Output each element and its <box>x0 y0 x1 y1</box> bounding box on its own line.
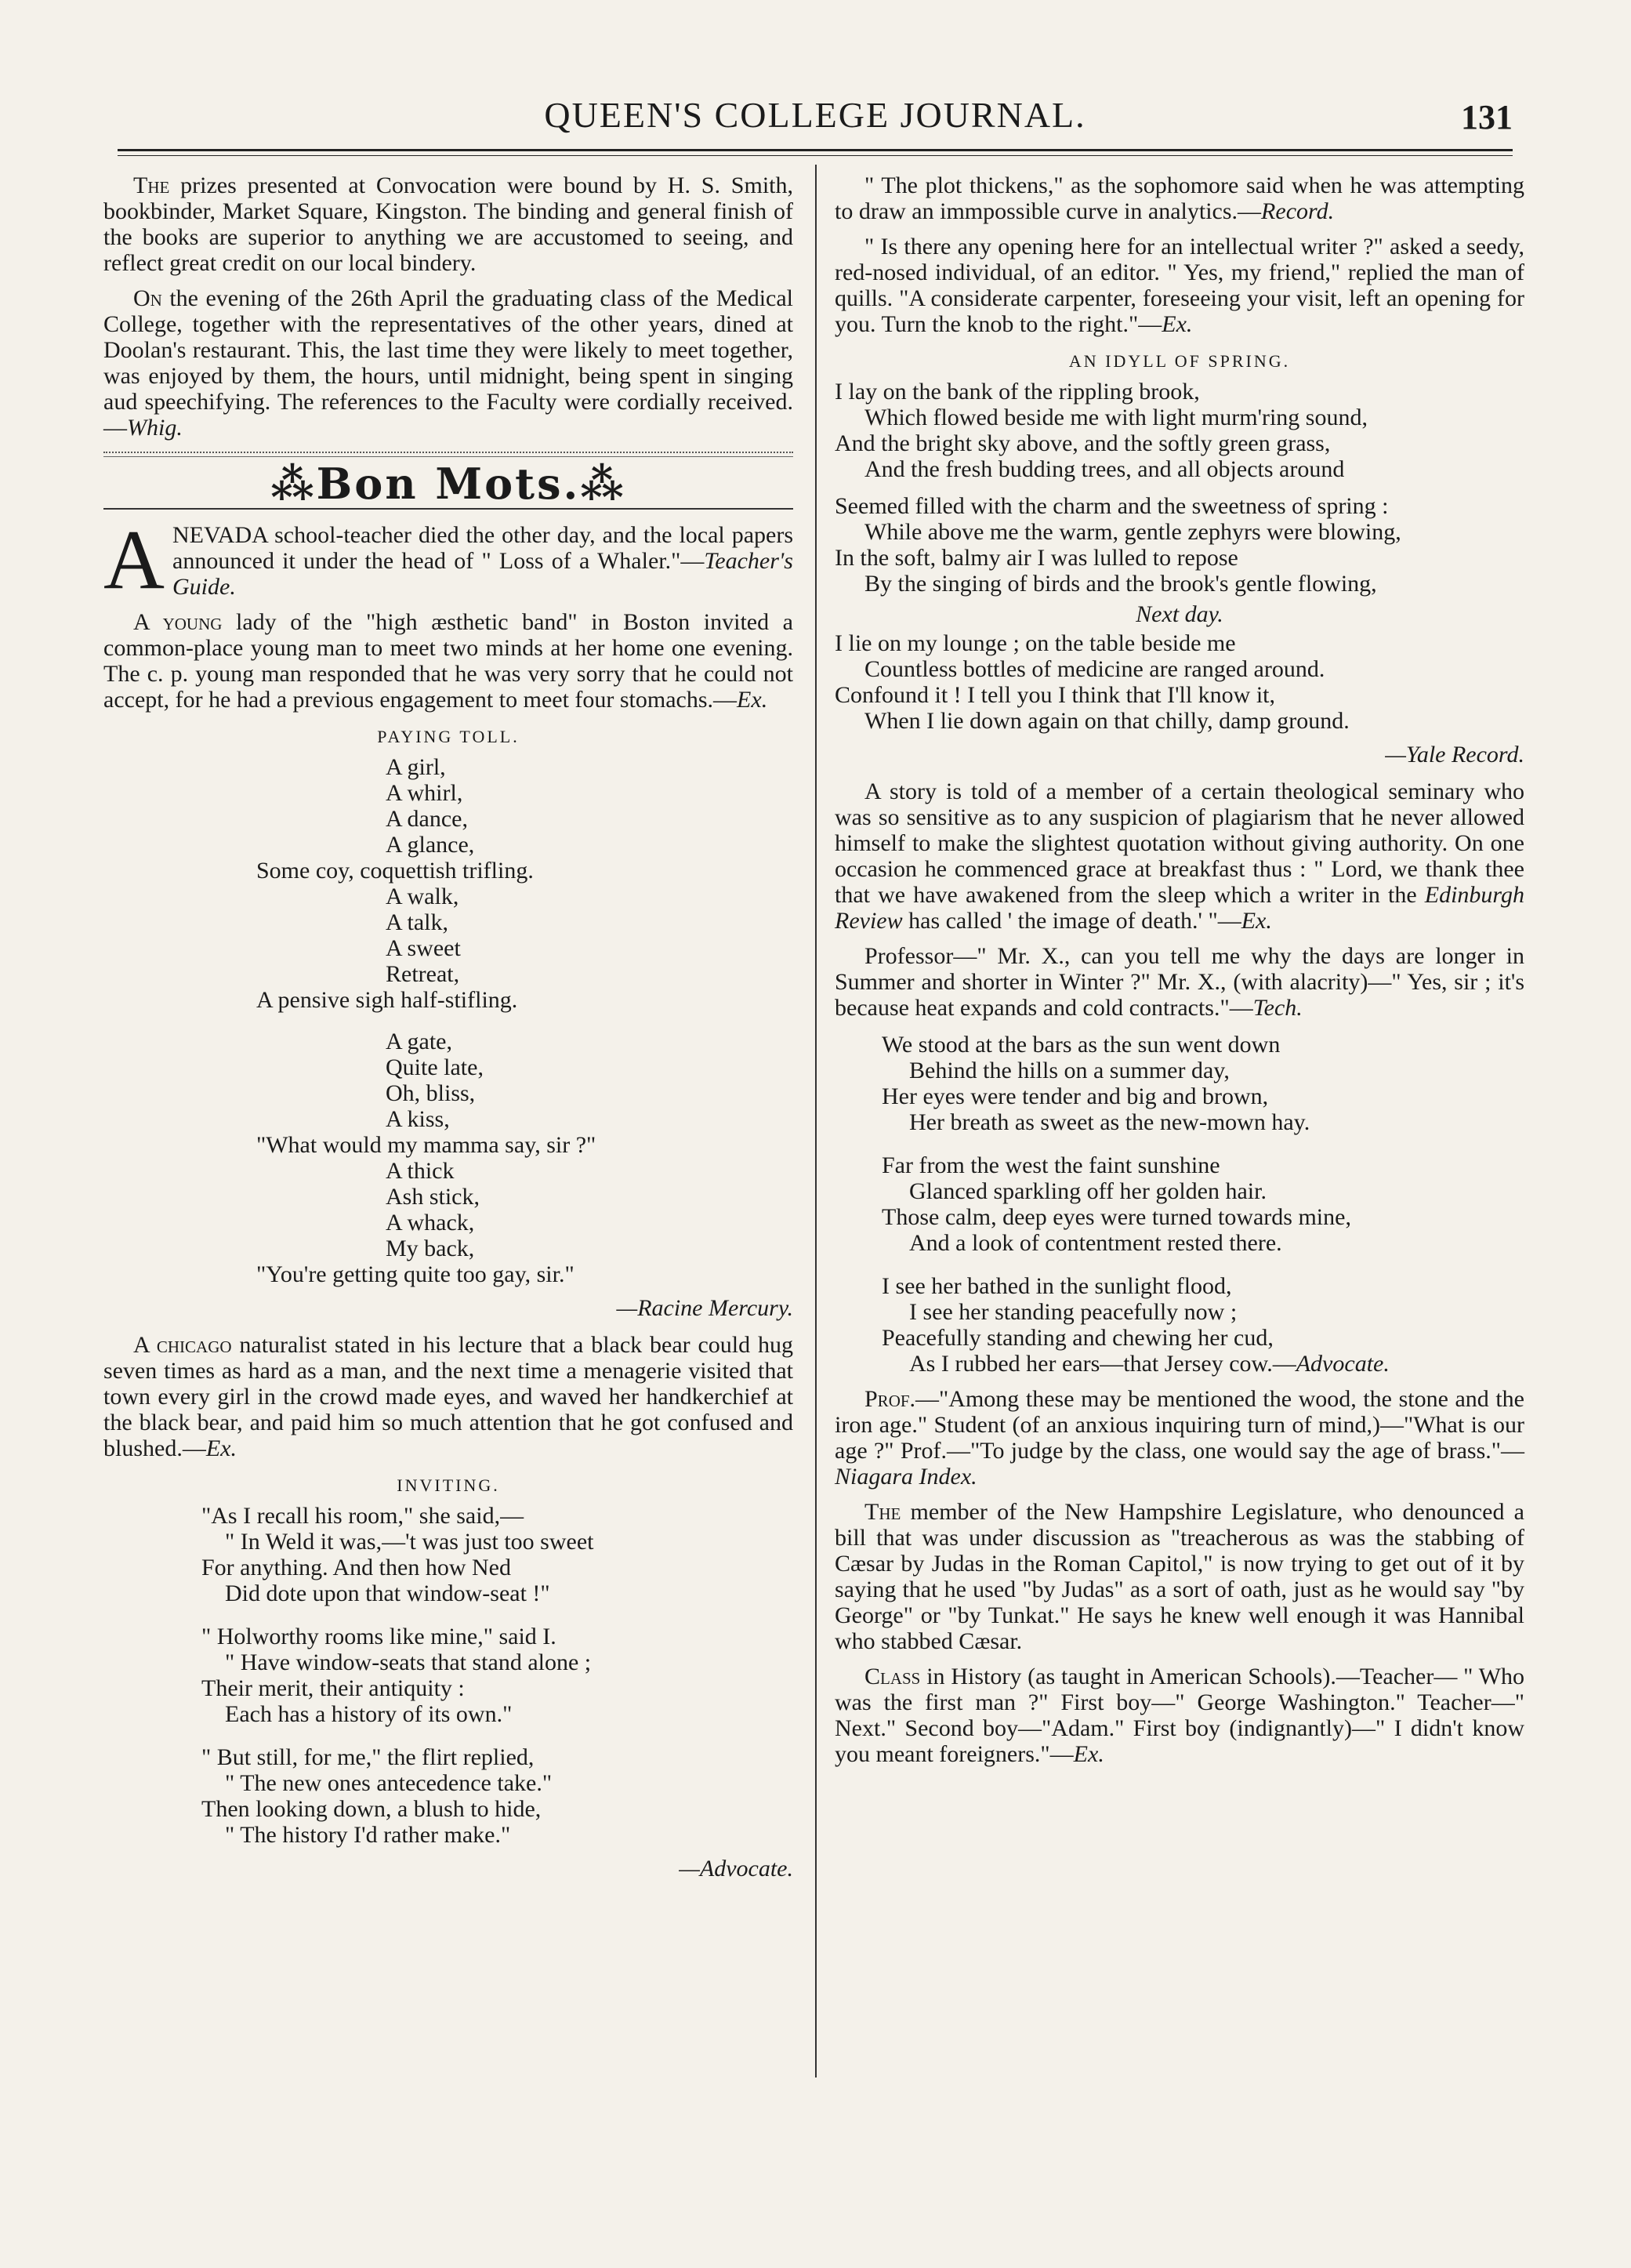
source-advocate-cow: Advocate. <box>1296 1351 1390 1377</box>
header-rule-thin <box>118 155 1513 156</box>
poem-title-idyll: AN IDYLL OF SPRING. <box>1068 351 1291 371</box>
header-rule <box>118 149 1513 151</box>
plot-paragraph: " The plot thickens," as the sophomore said when he was attempting to draw an immpossible curve in analytics.—Record. <box>835 172 1524 224</box>
right-column <box>835 172 1524 1776</box>
poem-title-inviting: INVITING. <box>397 1475 500 1495</box>
poem-jersey-cow: We stood at the bars as the sun went down Behind the hills on a summer day, Her eyes were tender and big and brown, Her breath as sweet as the new-mown hay. Far from the west the faint sunshine Glanced sparkling off her golden hair. Those calm, deep eyes were turned towards mine, And a look of contentment rested there. I see her bathed in the sunlight flood, I see her standing peacefully now ; Peacefully standing and chewing her cud, As I rubbed her ears—that Jersey cow.—Advocate. <box>882 1032 1390 1377</box>
story-paragraph: A story is told of a member of a certain theological seminary who was so sensitive as to any suspicion of plagiarism that he never allowed himself to make the slightest quotation without giving authority. On one occasion he commenced grace at breakfast thus : " Lord, we thank thee that we have awakened from the sleep which a writer in the Edinburgh Review has called ' the image of death.' "—Ex. <box>835 778 1524 934</box>
history-class-paragraph: Class in History (as taught in American Schools).—Teacher— " Who was the first man ?" First boy—" George Washington." Teacher—" Next." Second boy—"Adam." First boy (indignantly)—" I didn't know you meant foreigners."—Ex. <box>835 1664 1524 1767</box>
opening-paragraph: " Is there any opening here for an intellectual writer ?" asked a seedy, red-nosed individual, of an editor. " Yes, my friend," replied the man of quills. "A considerate carpenter, foreseeing your visit, left an opening for you. Turn the knob to the right."—Ex. <box>835 234 1524 337</box>
section-rule-thin <box>103 456 793 457</box>
source-advocate: —Advocate. <box>679 1856 793 1882</box>
journal-title: QUEEN'S COLLEGE JOURNAL. <box>544 95 1086 135</box>
poem-inviting: "As I recall his room," she said,— " In Weld it was,—'t was just too sweet For anything. And then how Ned Did dote upon that window-seat !" " Holworthy rooms like mine," said I. " Have window-seats that stand alone ; Their merit, their antiquity : Each has a history of its own." " But still, for me," the flirt replied, " The new ones antecedence take." Then looking down, a blush to hide, " The history I'd rather make." <box>201 1503 594 1848</box>
page-number: 131 <box>1461 98 1513 136</box>
professor-paragraph: Professor—" Mr. X., can you tell me why the days are longer in Summer and shorter in Winter ?" Mr. X., (with alacrity)—" Yes, sir ; it's because heat expands and cold contracts."—Tech. <box>835 943 1524 1021</box>
chicago-paragraph: A chicago naturalist stated in his lecture that a black bear could hug seven times as hard as a man, and the next time a menagerie visited that town every girl in the crowd made eyes, and waved her handkerchief at the black bear, and paid him so much attention that he got confused and blushed.—Ex. <box>103 1332 793 1461</box>
section-rule <box>103 452 793 453</box>
section-title: ⁂Bon Mots.⁂ <box>270 459 626 509</box>
poem-title-paying-toll: PAYING TOLL. <box>377 727 520 746</box>
page-header <box>118 94 1513 149</box>
source-yale-record: —Yale Record. <box>1385 742 1524 767</box>
source-racine-mercury: —Racine Mercury. <box>616 1295 793 1321</box>
new-hampshire-paragraph: The member of the New Hampshire Legislature, who denounced a bill that was under discussion as "treacherous as was the stabbing of Cæsar by Judas in the Roman Capitol," is now trying to get out of it by saying that he used "by Judas" as a sort of oath, just as he would say "by George" or "by Tunkat." He says he knew well enough it was Hannibal who stabbed Cæsar. <box>835 1499 1524 1654</box>
poem-paying-toll: A girl, A whirl, A dance, A glance, Some coy, coquettish trifling. A walk, A talk, A sweet Retreat, A pensive sigh half-stifling. <box>256 754 534 1013</box>
left-column <box>103 172 793 1892</box>
dinner-paragraph: On the evening of the 26th April the graduating class of the Medical College, together with the representatives of the other years, dined at Doolan's restaurant. This, the last time they were likely to meet together, was enjoyed by them, the hours, until midnight, being spent in singing aud speechifying. The references to the Faculty were cordially received.—Whig. <box>103 285 793 441</box>
poem-paying-toll-part2: A gate, Quite late, Oh, bliss, A kiss, "What would my mamma say, sir ?" A thick Ash stick, A whack, My back, "You're getting quite too gay, sir." <box>256 1029 596 1287</box>
drop-cap: A <box>103 513 165 607</box>
column-divider <box>815 165 817 2077</box>
young-lady-paragraph: A young lady of the "high æsthetic band" in Boston invited a common-place young man to meet two minds at her home one evening. The c. p. young man responded that he was very sorry that he could not accept, for he had a previous engagement to meet four stomachs.—Ex. <box>103 609 793 713</box>
prizes-paragraph: The prizes presented at Convocation were bound by H. S. Smith, bookbinder, Market Square, Kingston. The binding and general finish of the books are superior to anything we are accustomed to seeing, and reflect great credit on our local bindery. <box>103 172 793 276</box>
nevada-paragraph: A NEVADA school-teacher died the other day, and the local papers announced it under the head of " Loss of a Whaler."—Teacher's Guide. <box>103 513 793 607</box>
age-paragraph: Prof.—"Among these may be mentioned the wood, the stone and the iron age." Student (of an anxious inquiring turn of mind,)—"What is our age ?" Prof.—"To judge by the class, one would say the age of brass."—Niagara Index. <box>835 1386 1524 1490</box>
poem-idyll-of-spring: I lay on the bank of the rippling brook, Which flowed beside me with light murm'ring sound, And the bright sky above, and the softly green grass, And the fresh budding trees, and all objects around Seemed filled with the charm and the sweetness of spring : While above me the warm, gentle zephyrs were blowing, In the soft, balmy air I was lulled to repose By the singing of birds and the brook's gentle flowing, Next day. I lie on my lounge ; on the table beside me Countless bottles of medicine are ranged around. Confound it ! I tell you I think that I'll know it, When I lie down again on that chilly, damp ground. <box>835 379 1524 734</box>
idyll-next-day: Next day. <box>1136 601 1223 627</box>
